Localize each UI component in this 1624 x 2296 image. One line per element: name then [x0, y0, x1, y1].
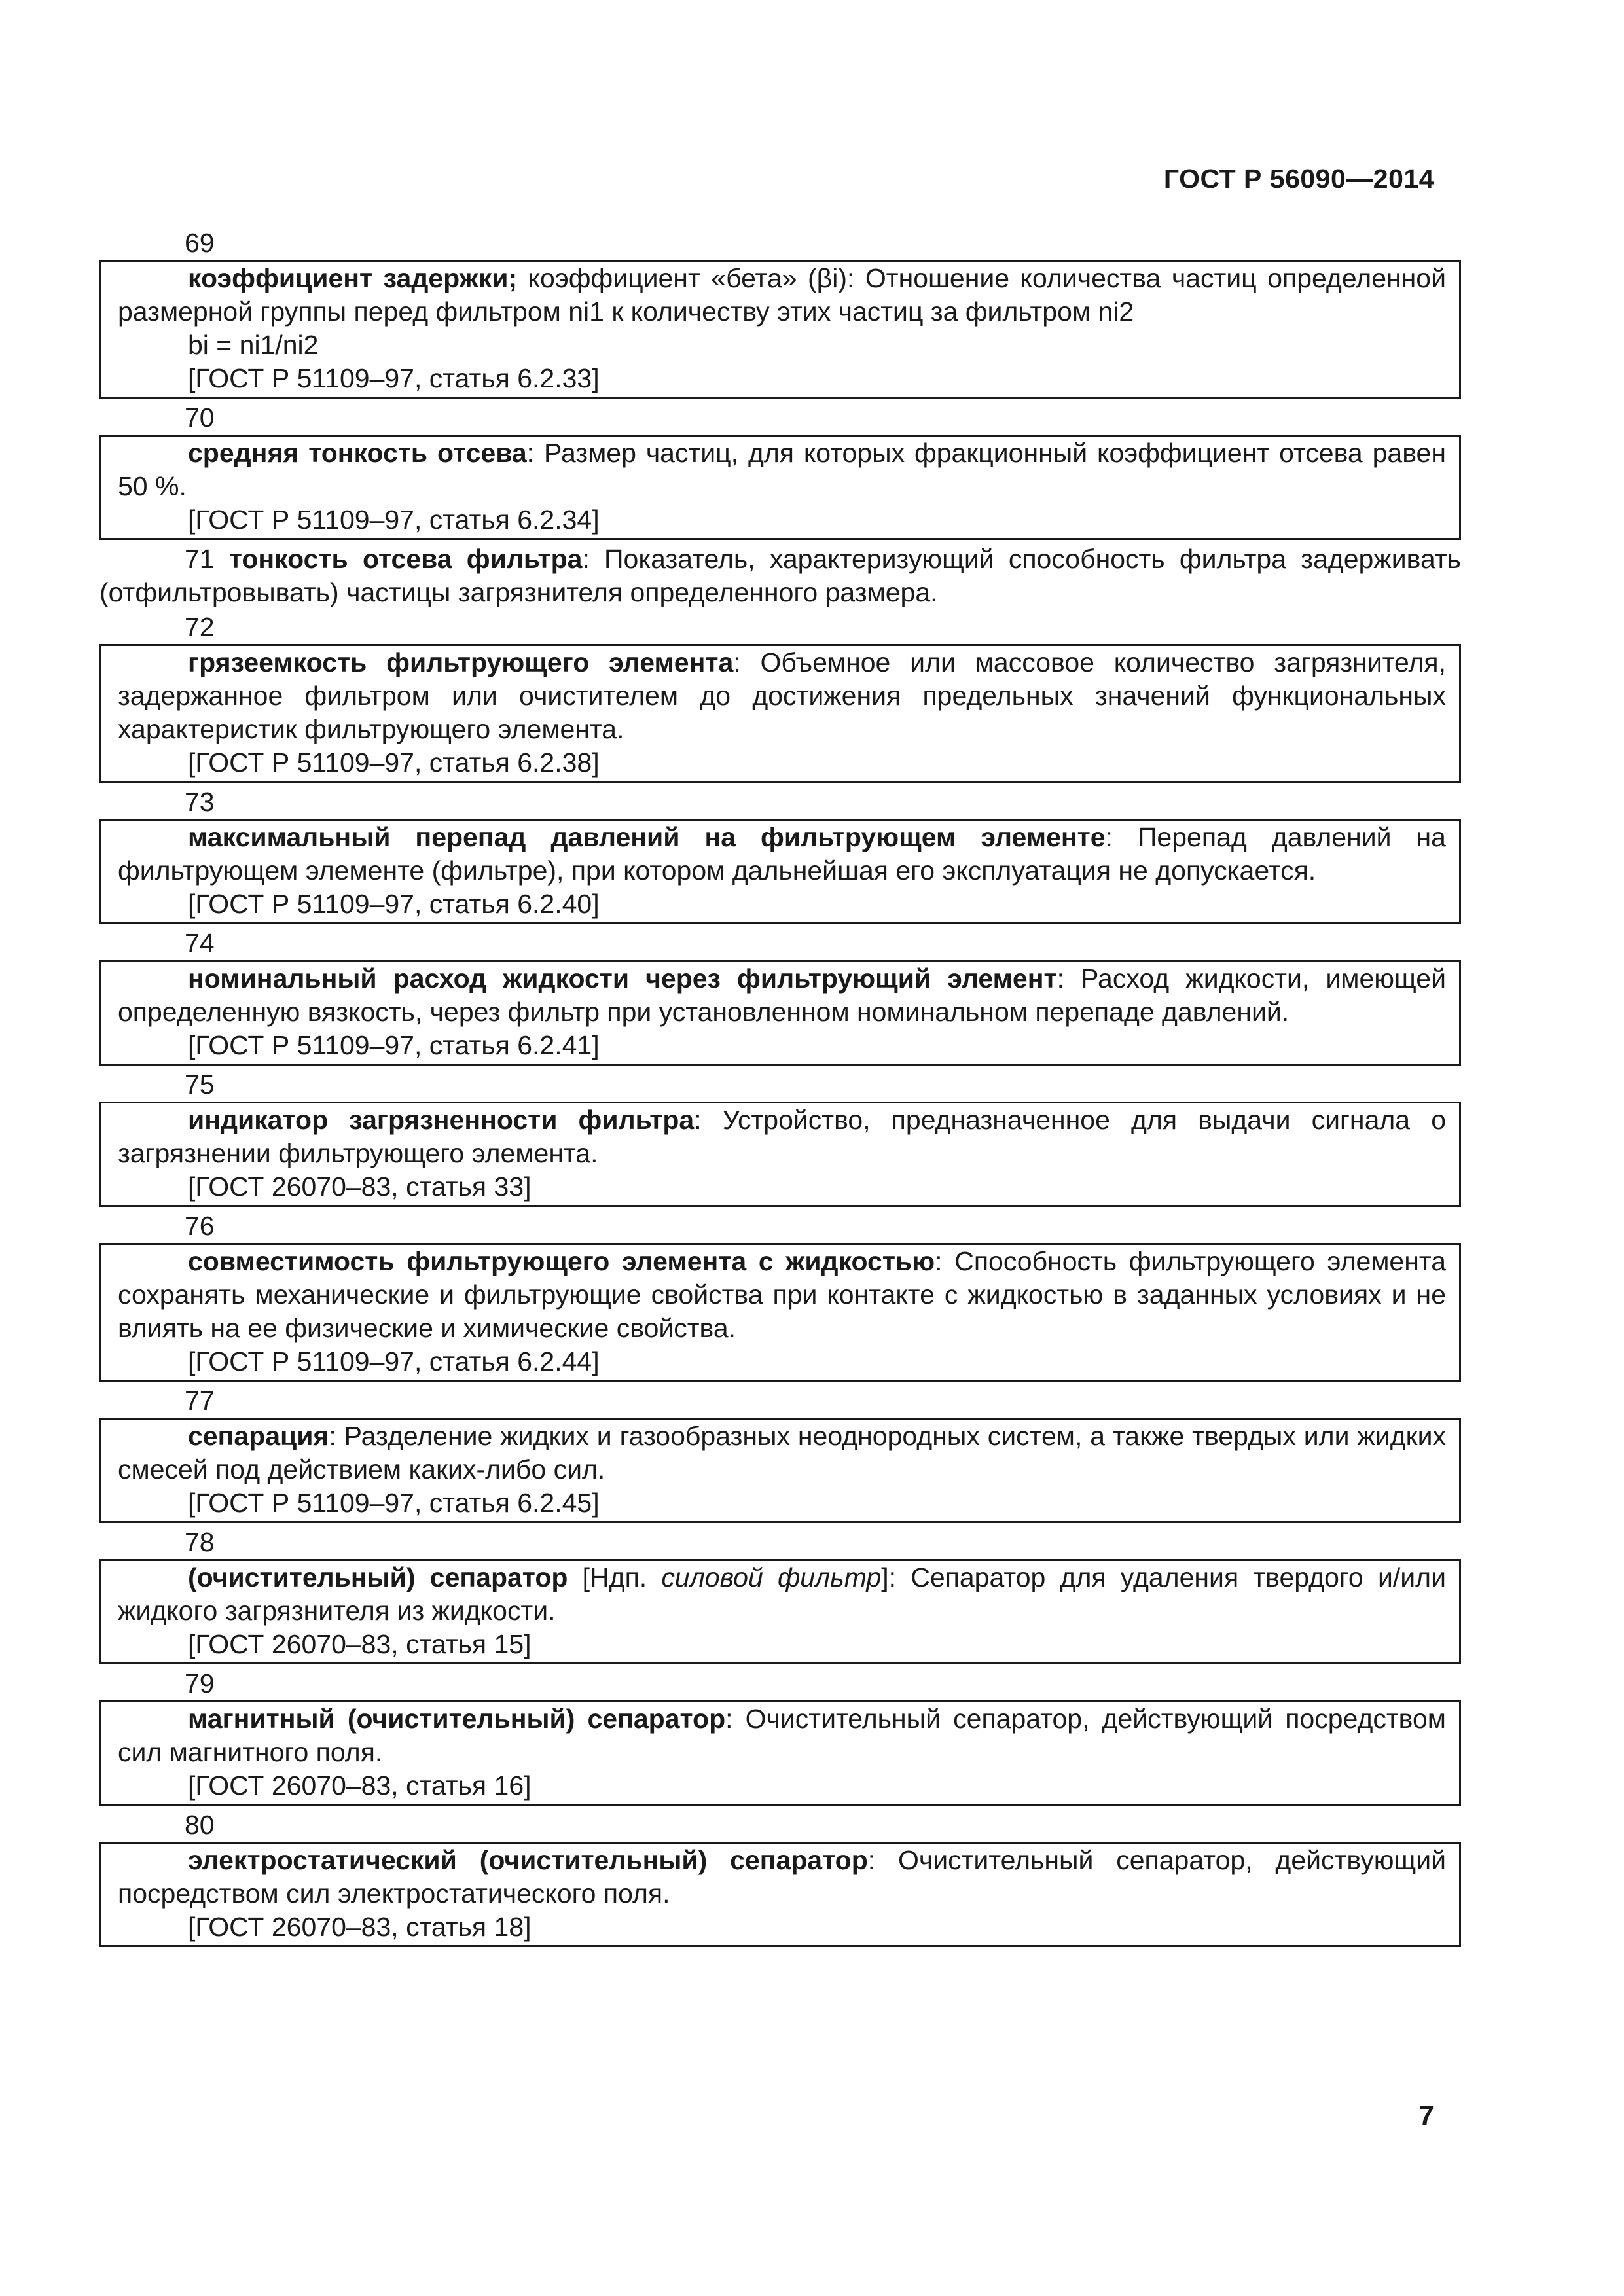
term-definition — [118, 1245, 1446, 1345]
source-reference: [ГОСТ 26070–83, статья 16] — [188, 1770, 532, 1801]
term-definition — [118, 821, 1446, 888]
entry-number: 80 — [185, 1810, 215, 1840]
source-reference: [ГОСТ 26070–83, статья 18] — [188, 1912, 532, 1942]
definition-text: ]: Сепаратор для удаления твердого и/или жидкого загрязнителя из жидкости. — [118, 1562, 1446, 1626]
entry-number: 69 — [185, 228, 215, 258]
definition-text: : Очистительный сепаратор, действующий посредством сил электростатического поля. — [118, 1845, 1446, 1909]
entry-number: 79 — [185, 1668, 215, 1698]
source-reference: [ГОСТ Р 51109–97, статья 6.2.45] — [188, 1488, 600, 1518]
standard-designation: ГОСТ Р 56090—2014 — [1163, 164, 1434, 194]
term-entry-box — [99, 1559, 1461, 1664]
term-entry-box — [99, 435, 1461, 540]
definition-text: : Разделение жидких и газообразных неоднородных систем, а также твердых или жидких смесей под действием каких-либо сил. — [118, 1421, 1446, 1484]
source-reference: [ГОСТ Р 51109–97, статья 6.2.44] — [188, 1346, 600, 1376]
term-definition — [118, 646, 1446, 746]
term-definition — [118, 1702, 1446, 1769]
source-reference: [ГОСТ Р 51109–97, статья 6.2.41] — [188, 1030, 600, 1060]
term: совместимость фильтрующего элемента с жидкостью — [188, 1246, 935, 1276]
definition-text: : Объемное или массовое количество загрязнителя, задержанное фильтром или очистителем до достижения предельных значений функциональных характеристик фильтрующего элемента. — [118, 647, 1446, 744]
definition-text: : Способность фильтрующего элемента сохранять механические и фильтрующие свойства при контакте с жидкостью в заданных условиях и не влиять на ее физические и химические свойства. — [118, 1246, 1446, 1343]
source-reference: [ГОСТ 26070–83, статья 33] — [188, 1172, 532, 1202]
term-definition — [118, 262, 1446, 329]
term-definition — [118, 1844, 1446, 1910]
source-reference: [ГОСТ Р 51109–97, статья 6.2.40] — [188, 889, 600, 919]
term-entry-box — [99, 960, 1461, 1066]
term-entry-box — [99, 260, 1461, 399]
entry-number: 78 — [185, 1527, 215, 1557]
term: индикатор загрязненности фильтра — [188, 1105, 695, 1135]
term: тонкость отсева фильтра — [228, 544, 583, 574]
definition-text: : Очистительный сепаратор, действующий посредством сил магнитного поля. — [118, 1704, 1446, 1767]
entry-number: 76 — [185, 1211, 215, 1241]
term-entry-box — [99, 1418, 1461, 1523]
entry-number: 77 — [185, 1386, 215, 1416]
term: (очистительный) сепаратор — [188, 1562, 568, 1592]
term-entry-box — [99, 1243, 1461, 1382]
term-definition — [118, 1561, 1446, 1628]
term: электростатический (очистительный) сепаратор — [188, 1845, 868, 1875]
deprecated-prefix: [Ндп. — [568, 1562, 662, 1592]
entry-number: 70 — [185, 403, 215, 433]
entry-number: 74 — [185, 928, 215, 958]
term-definition — [118, 962, 1446, 1029]
term-entry-box — [99, 1102, 1461, 1207]
term-entry-box — [99, 1842, 1461, 1947]
formula: bi = ni1/ni2 — [188, 330, 319, 360]
term-definition-unboxed — [99, 543, 1461, 609]
definition-text: : Расход жидкости, имеющей определенную вязкость, через фильтр при установленном номинальном перепаде давлений. — [118, 963, 1446, 1027]
entry-number: 75 — [185, 1069, 215, 1100]
source-reference: [ГОСТ Р 51109–97, статья 6.2.38] — [188, 747, 600, 778]
term: магнитный (очистительный) сепаратор — [188, 1704, 726, 1734]
source-reference: [ГОСТ 26070–83, статья 15] — [188, 1629, 532, 1659]
term: максимальный перепад давлений на фильтрующем элементе — [188, 822, 1106, 852]
definition-text: : Размер частиц, для которых фракционный коэффициент отсева равен 50 %. — [118, 438, 1446, 501]
term-entry-box — [99, 819, 1461, 924]
term: средняя тонкость отсева — [188, 438, 527, 468]
term-definition — [118, 1420, 1446, 1486]
term: сепарация — [188, 1421, 329, 1451]
definition-text: коэффициент «бета» (βi): Отношение количества частиц определенной размерной группы перед фильтром ni1 к количеству этих частиц за фильтром ni2 — [118, 263, 1446, 327]
term: коэффициент задержки; — [188, 263, 518, 293]
definition-text: : Устройство, предназначенное для выдачи сигнала о загрязнении фильтрующего элемента. — [118, 1105, 1447, 1168]
source-reference: [ГОСТ Р 51109–97, статья 6.2.33] — [188, 363, 600, 393]
term: грязеемкость фильтрующего элемента — [188, 647, 734, 677]
terms-list — [99, 226, 1461, 1950]
term-definition — [118, 437, 1446, 503]
entry-number: 71 — [185, 544, 215, 574]
page-number: 7 — [1418, 2100, 1434, 2132]
definition-text: : Показатель, характеризующий способность фильтра задерживать (отфильтровывать) частицы загрязнителя определенного размера. — [99, 544, 1461, 607]
source-reference: [ГОСТ Р 51109–97, статья 6.2.34] — [188, 505, 600, 535]
term-definition — [118, 1103, 1446, 1170]
deprecated-term: силовой фильтр — [661, 1562, 882, 1592]
entry-number: 73 — [185, 787, 215, 817]
definition-text: : Перепад давлений на фильтрующем элементе (фильтре), при котором дальнейшая его эксплуатация не допускается. — [118, 822, 1446, 886]
term-entry-box — [99, 1700, 1461, 1806]
term: номинальный расход жидкости через фильтрующий элемент — [188, 963, 1057, 994]
entry-number: 72 — [185, 612, 215, 642]
term-entry-box — [99, 644, 1461, 783]
